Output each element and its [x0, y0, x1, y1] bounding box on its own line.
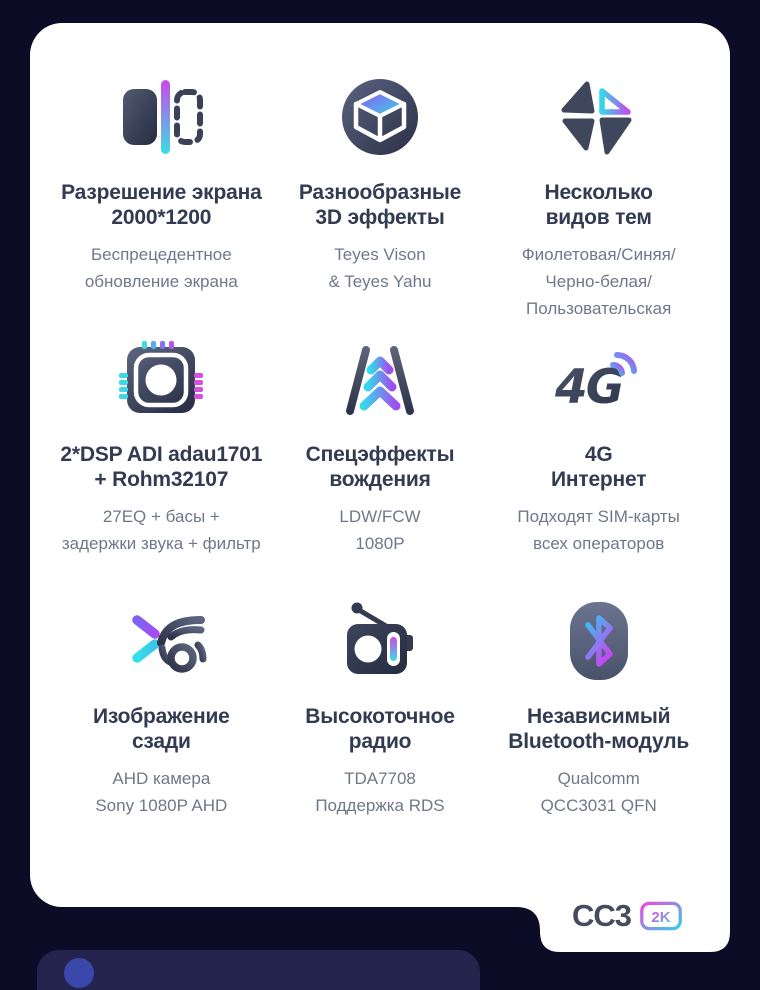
- svg-text:4G: 4G: [554, 360, 622, 415]
- feature-cell-screen-resolution: [52, 60, 271, 322]
- feature-subtitle: 27EQ + басы + задержки звука + фильтр: [61, 507, 261, 553]
- feature-subtitle: Фиолетовая/Синяя/ Черно-белая/ Пользовательская: [521, 245, 676, 318]
- feature-title: 2*DSP ADI adau1701 + Rohm32107: [60, 443, 263, 491]
- feature-subtitle: TDA7708 Поддержка RDS: [315, 769, 445, 815]
- feature-title: Разрешение экрана 2000*1200: [61, 181, 262, 229]
- feature-subtitle: Подходят SIM-карты всех операторов: [517, 507, 680, 553]
- driving-assist-icon: [330, 322, 430, 421]
- feature-subtitle: Teyes Vison & Teyes Yahu: [328, 245, 432, 291]
- feature-cell-bluetooth: [489, 584, 708, 846]
- 2k-badge-icon: [639, 901, 683, 931]
- feature-subtitle: LDW/FCW 1080P: [339, 507, 421, 553]
- feature-cell-dsp-chip: [52, 322, 271, 584]
- 3d-cube-icon: [330, 60, 430, 159]
- dsp-chip-icon: [111, 322, 211, 421]
- feature-cell-driving-assist: [271, 322, 490, 584]
- feature-cell-themes: [489, 60, 708, 322]
- feature-title: Разнообразные 3D эффекты: [298, 181, 462, 229]
- feature-title: Изображение сзади: [92, 705, 230, 753]
- feature-title: Несколько видов тем: [544, 181, 653, 229]
- feature-title: Спецэффекты вождения: [305, 443, 455, 491]
- feature-subtitle: Qualcomm QCC3031 QFN: [540, 769, 657, 815]
- bluetooth-icon: [549, 584, 649, 683]
- themes-icon: [549, 60, 649, 159]
- feature-subtitle: Беспрецедентное обновление экрана: [84, 245, 238, 291]
- radio-icon: [330, 584, 430, 683]
- next-section-preview: [37, 950, 480, 990]
- 4g-internet-icon: [549, 322, 649, 421]
- features-card: [30, 23, 730, 907]
- feature-title: Независимый Bluetooth-модуль: [508, 705, 690, 753]
- feature-cell-3d-cube: [271, 60, 490, 322]
- rear-camera-icon: [111, 584, 211, 683]
- brand-logo-text: CC3: [572, 898, 632, 933]
- feature-cell-radio: [271, 584, 490, 846]
- feature-cell-rear-camera: [52, 584, 271, 846]
- feature-cell-4g-internet: [489, 322, 708, 584]
- screen-resolution-icon: [111, 60, 211, 159]
- feature-title: 4G Интернет: [550, 443, 647, 491]
- feature-subtitle: AHD камера Sony 1080P AHD: [95, 769, 228, 815]
- feature-title: Высокоточное радио: [305, 705, 455, 753]
- brand-logo: [572, 898, 683, 933]
- svg-text:2K: 2K: [651, 909, 671, 927]
- next-section-logo-icon: [64, 958, 94, 988]
- features-grid: [30, 60, 730, 846]
